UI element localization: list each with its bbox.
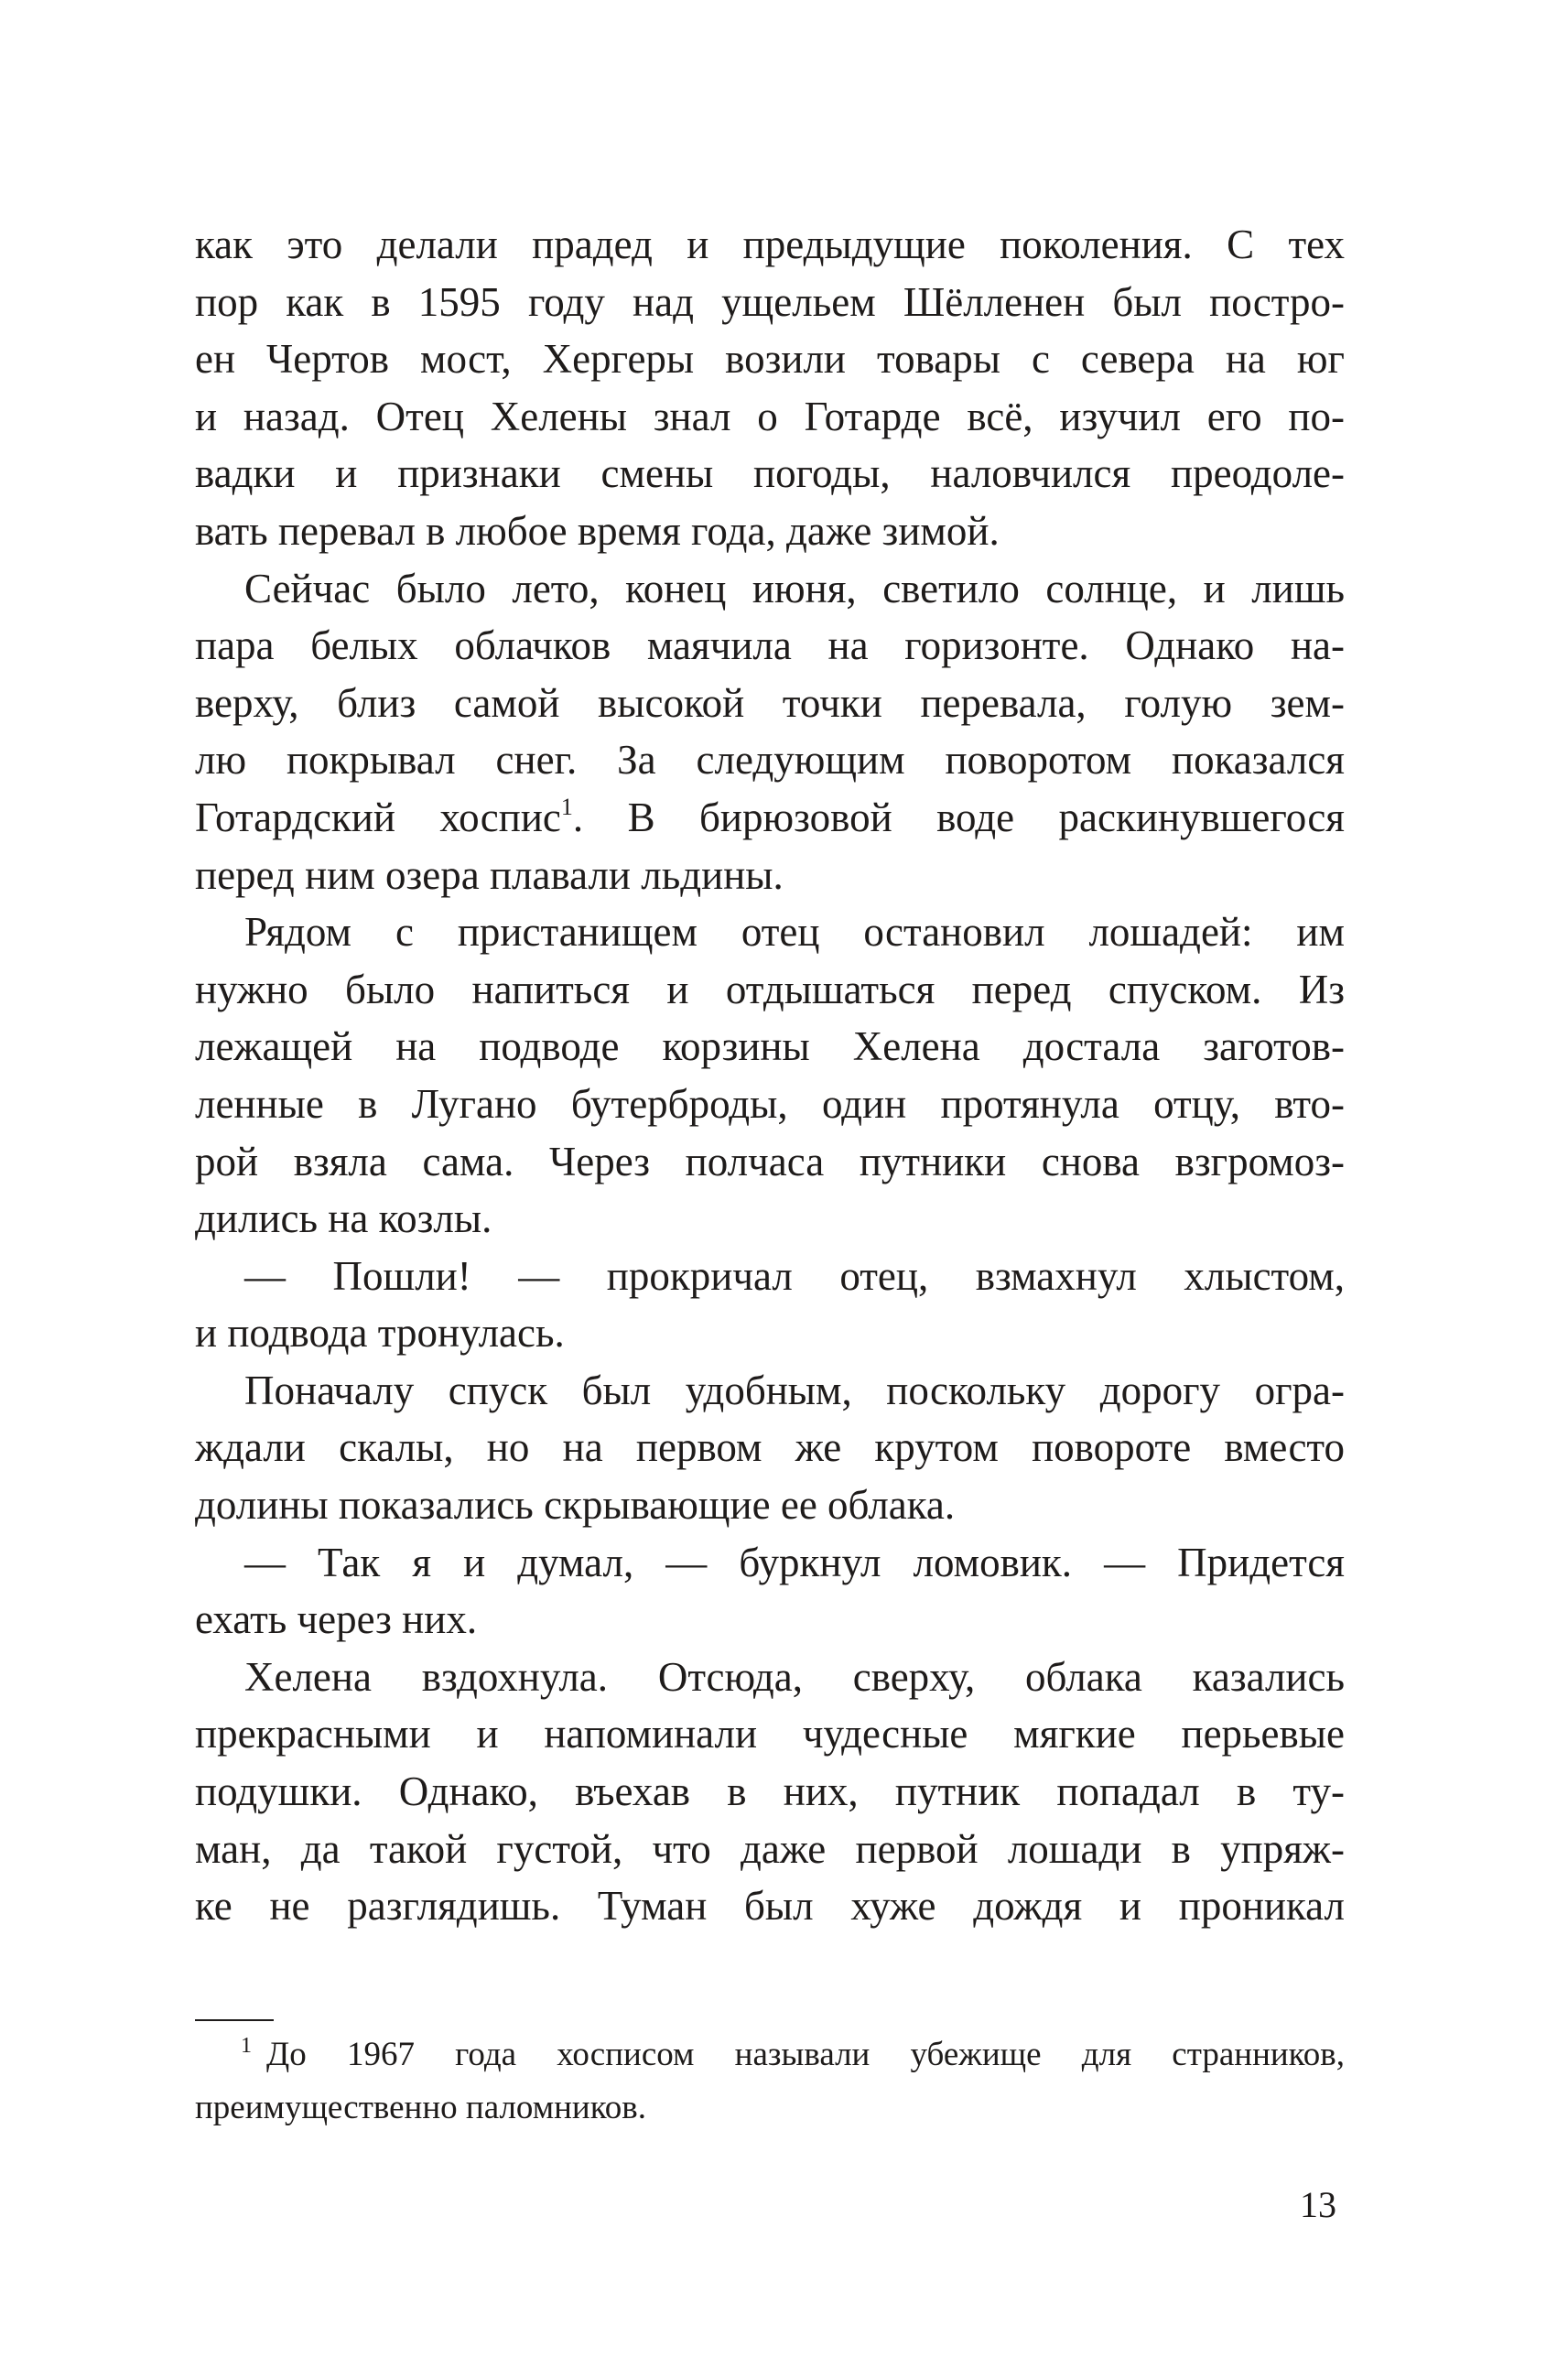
text-line: Хелена вздохнула. Отсюда, сверху, облака казались xyxy=(244,1653,1345,1700)
text-line: вадки и признаки смены погоды, наловчился преодоле- xyxy=(195,450,1345,497)
text-line: пара белых облачков маячила на горизонте. Однако на- xyxy=(195,622,1345,669)
text-line: подушки. Однако, въехав в них, путник попадал в ту- xyxy=(195,1768,1345,1815)
footnote-text: До 1967 года хосписом называли убежище для странников, xyxy=(266,2036,1345,2073)
paragraph-2 xyxy=(195,560,1345,904)
text-line: дились на козлы. xyxy=(195,1195,492,1242)
text-line: Сейчас было лето, конец июня, светило солнце, и лишь xyxy=(244,565,1345,611)
text-fragment: . В бирюзовой воде раскинувшегося xyxy=(572,794,1345,840)
footnotes xyxy=(195,2028,1345,2135)
text-line: долины показались скрывающие ее облака. xyxy=(195,1482,956,1529)
text-line: перед ним озера плавали льдины. xyxy=(195,851,784,898)
dialogue-paragraph-1 xyxy=(195,1248,1345,1362)
text-line: ленные в Лугано бутерброды, один протянула отцу, вто- xyxy=(195,1080,1345,1127)
paragraph-7 xyxy=(195,1649,1345,1935)
footnote-line xyxy=(195,2028,1345,2082)
text-line: — Пошли! — прокричал отец, взмахнул хлыстом, xyxy=(244,1252,1345,1299)
text-line: и подвода тронулась. xyxy=(195,1310,565,1357)
text-line: ехать через них. xyxy=(195,1596,478,1643)
text-line: лежащей на подводе корзины Хелена достала заготов- xyxy=(195,1023,1345,1070)
text-line: Поначалу спуск был удобным, поскольку дорогу огра- xyxy=(244,1367,1345,1413)
dialogue-paragraph-2 xyxy=(195,1534,1345,1649)
text-line: Рядом с пристанищем отец остановил лошадей: им xyxy=(244,909,1345,956)
text-line: как это делали прадед и предыдущие поколения. С тех xyxy=(195,222,1345,267)
page-number: 13 xyxy=(1300,2184,1336,2225)
text-line: рой взяла сама. Через полчаса путники снова взгромоз- xyxy=(195,1138,1345,1184)
text-line: верху, близ самой высокой точки перевала, голую зем- xyxy=(195,679,1345,726)
text-line-with-footnote xyxy=(195,789,1345,847)
footnote-separator xyxy=(195,2019,274,2021)
footnote-reference[interactable]: 1 xyxy=(560,793,573,820)
text-line: прекрасными и напоминали чудесные мягкие перьевые xyxy=(195,1711,1345,1757)
text-line: — Так я и думал, — буркнул ломовик. — Придется xyxy=(244,1539,1345,1585)
footnote-line: преимущественно паломников. xyxy=(195,2089,647,2126)
text-line: ман, да такой густой, что даже первой лошади в упряж- xyxy=(195,1825,1345,1872)
text-line: и назад. Отец Хелены знал о Готарде всё, изучил его по- xyxy=(195,393,1345,439)
text-line: ждали скалы, но на первом же крутом повороте вместо xyxy=(195,1424,1345,1471)
paragraph-1 xyxy=(195,216,1345,560)
text-fragment: Готардский хоспис xyxy=(195,794,561,840)
footnote-mark: 1 xyxy=(241,2034,252,2058)
text-line: ен Чертов мост, Хергеры возили товары с севера на юг xyxy=(195,336,1345,383)
text-line: пор как в 1595 году над ущельем Шёлленен был постро- xyxy=(195,278,1345,325)
footnote-1 xyxy=(195,2028,1345,2135)
text-line: нужно было напиться и отдышаться перед спуском. Из xyxy=(195,966,1345,1012)
text-line: ке не разглядишь. Туман был хуже дождя и проникал xyxy=(195,1883,1345,1930)
text-line: лю покрывал снег. За следующим поворотом показался xyxy=(195,737,1345,784)
text-line: вать перевал в любое время года, даже зимой. xyxy=(195,507,1000,554)
paragraph-3 xyxy=(195,903,1345,1248)
page-body xyxy=(195,216,1345,1935)
main-text xyxy=(195,216,1345,1935)
paragraph-5 xyxy=(195,1362,1345,1534)
